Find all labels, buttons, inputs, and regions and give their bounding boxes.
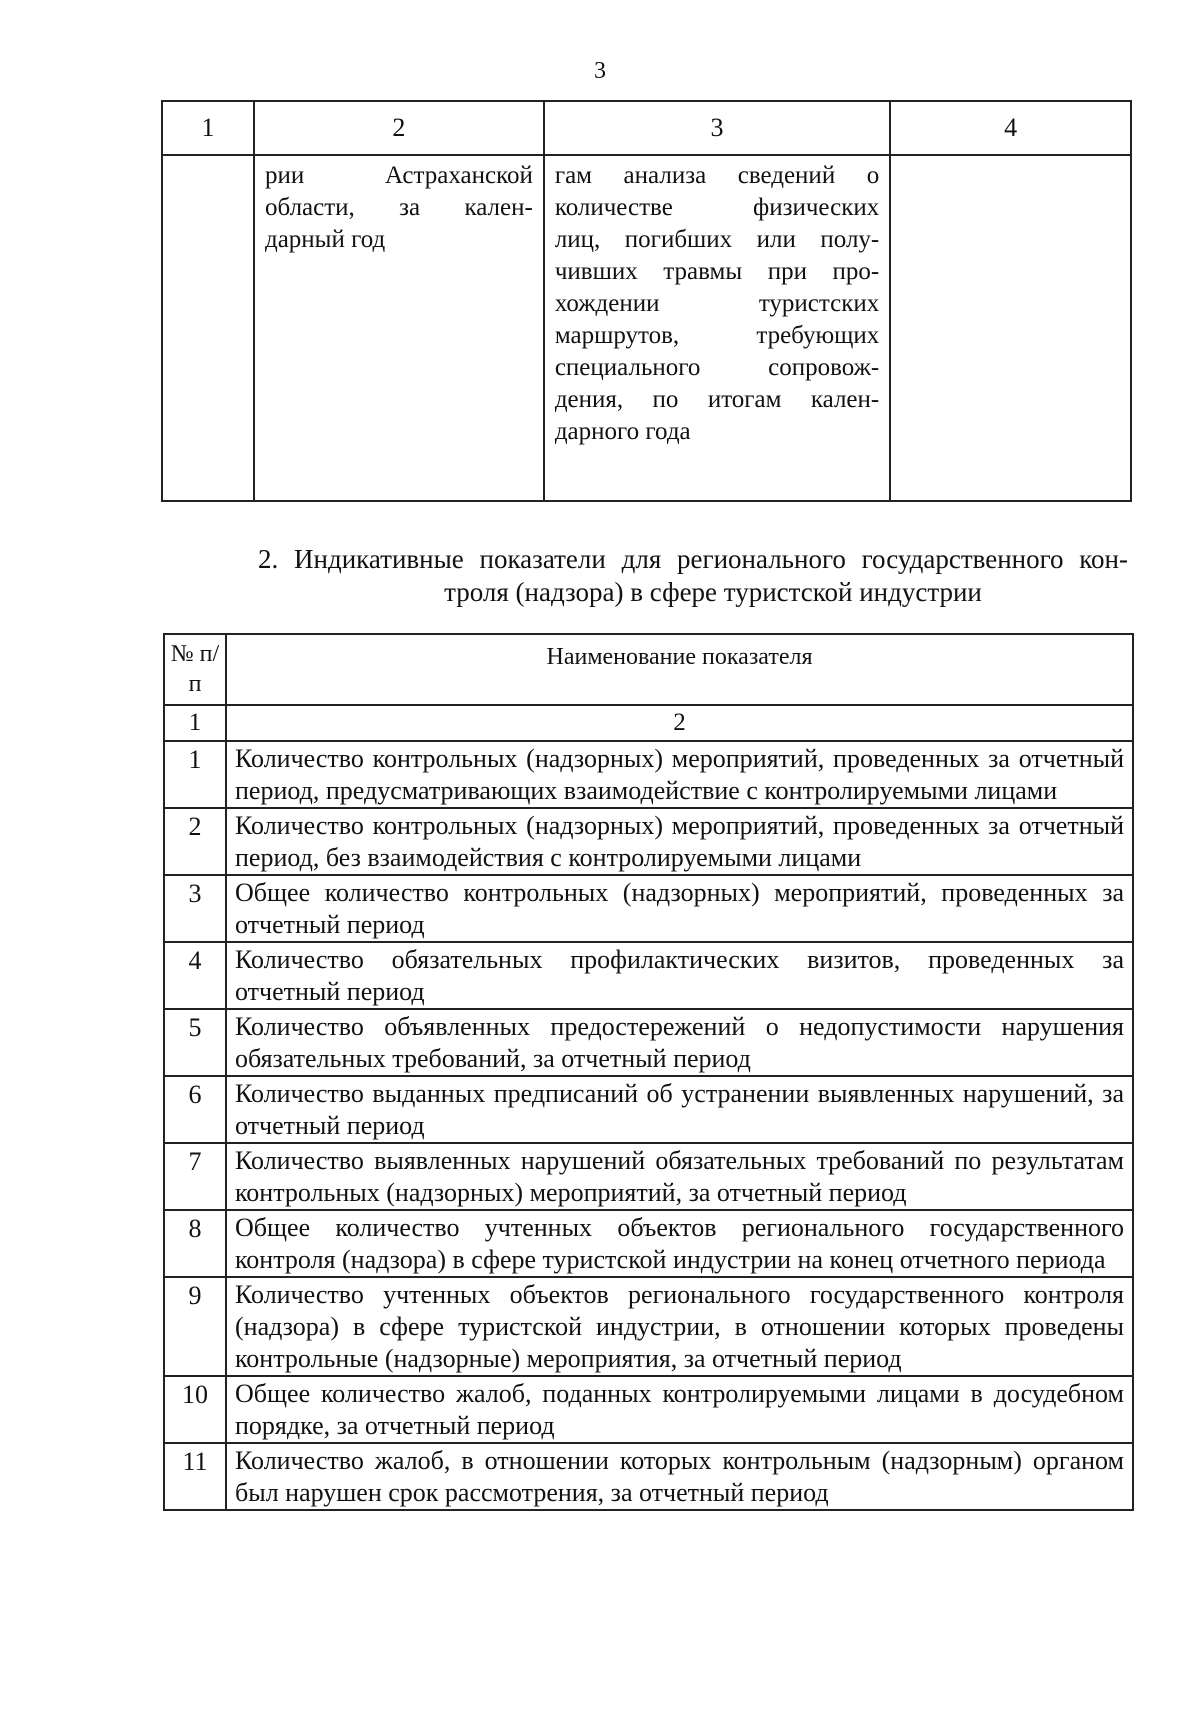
table-row bbox=[164, 1143, 1133, 1210]
row-text: Количество выявленных нарушений обязательных требований по результатам контрольных (надзорных) мероприятий, за отчетный период bbox=[226, 1143, 1133, 1210]
cell-col-4 bbox=[890, 155, 1131, 501]
cell-col-3-line: гам анализа сведений о bbox=[554, 162, 880, 189]
row-text: Количество контрольных (надзорных) мероприятий, проведенных за отчетный период, без взаимодействия с контролируемыми лицами bbox=[226, 808, 1133, 875]
table-row bbox=[164, 1009, 1133, 1076]
row-number: 3 bbox=[164, 875, 226, 942]
table-row bbox=[164, 1376, 1133, 1443]
cell-col-3-line: дения, по итогам кален- bbox=[554, 386, 880, 413]
cell-col-2-line: дарный год bbox=[264, 226, 386, 253]
cell-col-3-line: чивших травмы при про- bbox=[554, 258, 880, 285]
row-number: 8 bbox=[164, 1210, 226, 1277]
header-col-3: 3 bbox=[544, 101, 890, 155]
table-row bbox=[164, 1443, 1133, 1510]
row-number: 5 bbox=[164, 1009, 226, 1076]
cell-col-2 bbox=[254, 155, 544, 501]
cell-col-2-line: области, за кален- bbox=[264, 194, 533, 221]
table-row bbox=[164, 741, 1133, 808]
indicators-table bbox=[163, 633, 1134, 1511]
row-number: 11 bbox=[164, 1443, 226, 1510]
table-row bbox=[164, 1076, 1133, 1143]
cell-col-3 bbox=[544, 155, 890, 501]
header-name: Наименование показателя bbox=[226, 634, 1133, 705]
row-number: 1 bbox=[164, 741, 226, 808]
cell-col-2-line: рии Астраханской bbox=[264, 162, 533, 189]
row-text: Общее количество жалоб, поданных контролируемыми лицами в досудебном порядке, за отчетный период bbox=[226, 1376, 1133, 1443]
cell-col-3-line: лиц, погибших или полу- bbox=[554, 226, 880, 253]
section-heading-line-2: троля (надзора) в сфере туристской индустрии bbox=[444, 577, 982, 607]
cell-col-3-line: дарного года bbox=[554, 418, 691, 445]
continuation-table-row bbox=[162, 155, 1131, 501]
row-number: 4 bbox=[164, 942, 226, 1009]
row-text: Общее количество учтенных объектов регионального государственного контроля (надзора) в сфере туристской индустрии на конец отчетного периода bbox=[226, 1210, 1133, 1277]
row-text: Количество выданных предписаний об устранении выявленных нарушений, за отчетный период bbox=[226, 1076, 1133, 1143]
header-col-2: 2 bbox=[254, 101, 544, 155]
row-number: 7 bbox=[164, 1143, 226, 1210]
row-number: 2 bbox=[164, 808, 226, 875]
continuation-table-header-row bbox=[162, 101, 1131, 155]
index-col-1: 1 bbox=[164, 705, 226, 741]
section-heading-line-1: 2. Индикативные показатели для регионального государственного кон- bbox=[258, 544, 1128, 574]
row-text: Общее количество контрольных (надзорных) мероприятий, проведенных за отчетный период bbox=[226, 875, 1133, 942]
cell-col-3-line: специального сопровож- bbox=[554, 354, 880, 381]
row-text: Количество обязательных профилактических визитов, проведенных за отчетный период bbox=[226, 942, 1133, 1009]
cell-col-3-line: хождении туристских bbox=[554, 290, 880, 317]
header-number: № п/п bbox=[164, 634, 226, 705]
cell-col-3-line: количестве физических bbox=[554, 194, 880, 221]
cell-col-1 bbox=[162, 155, 254, 501]
row-text: Количество учтенных объектов регионального государственного контроля (надзора) в сфере туристской индустрии, в отношении которых проведены контрольные (надзорные) мероприятия, за отчетный период bbox=[226, 1277, 1133, 1376]
table-row bbox=[164, 808, 1133, 875]
cell-col-3-line: маршрутов, требующих bbox=[554, 322, 880, 349]
header-col-4: 4 bbox=[890, 101, 1131, 155]
table-row bbox=[164, 1210, 1133, 1277]
indicators-table-index-row bbox=[164, 705, 1133, 741]
row-text: Количество контрольных (надзорных) мероприятий, проведенных за отчетный период, предусматривающих взаимодействие с контролируемыми лицами bbox=[226, 741, 1133, 808]
row-text: Количество объявленных предостережений о недопустимости нарушения обязательных требований, за отчетный период bbox=[226, 1009, 1133, 1076]
row-number: 9 bbox=[164, 1277, 226, 1376]
page-number: 3 bbox=[594, 58, 606, 84]
index-col-2: 2 bbox=[226, 705, 1133, 741]
row-number: 10 bbox=[164, 1376, 226, 1443]
table-row bbox=[164, 875, 1133, 942]
continuation-table bbox=[161, 100, 1132, 502]
section-heading bbox=[258, 543, 1128, 609]
table-row bbox=[164, 942, 1133, 1009]
header-col-1: 1 bbox=[162, 101, 254, 155]
indicators-table-header-row bbox=[164, 634, 1133, 705]
table-row bbox=[164, 1277, 1133, 1376]
row-number: 6 bbox=[164, 1076, 226, 1143]
row-text: Количество жалоб, в отношении которых контрольным (надзорным) органом был нарушен срок рассмотрения, за отчетный период bbox=[226, 1443, 1133, 1510]
